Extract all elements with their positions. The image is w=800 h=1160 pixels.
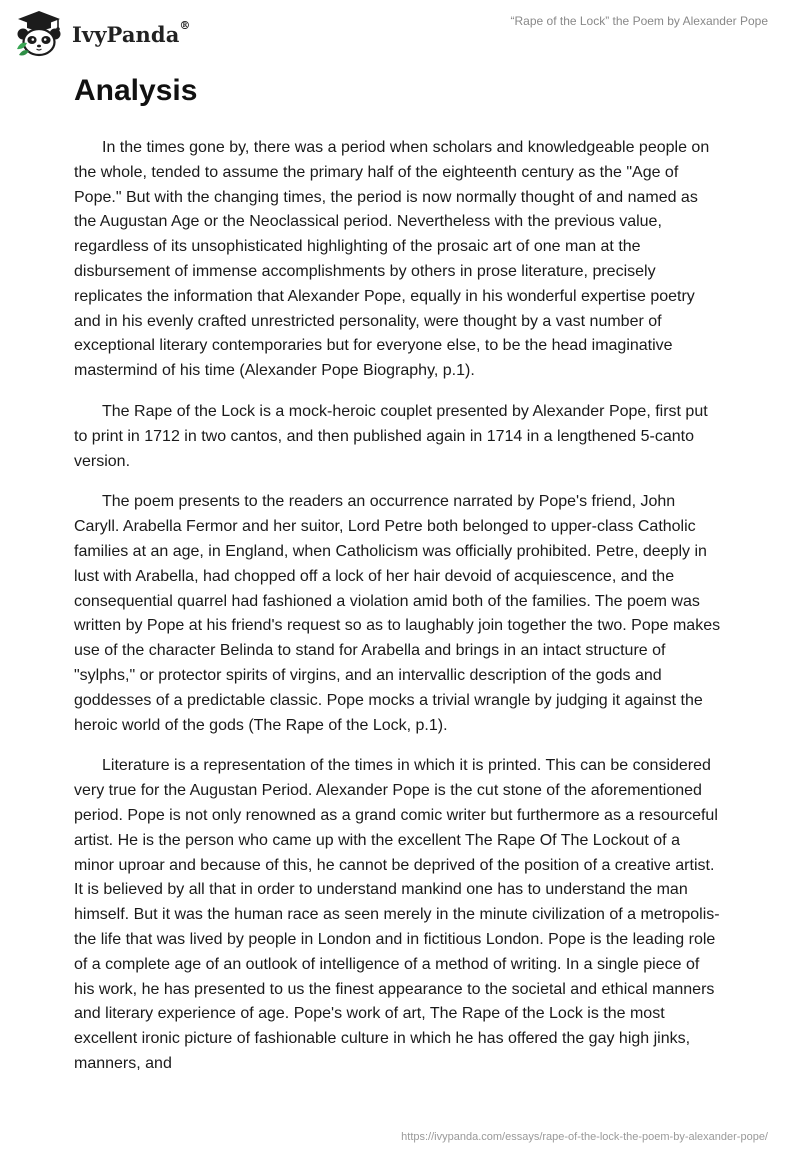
section-heading: Analysis bbox=[74, 74, 198, 107]
paragraph: The poem presents to the readers an occurrence narrated by Pope's friend, John Caryll. Arabella Fermor and her suitor, Lord Petre both belonged to upper-class Catholic families at an age, in England, when Catholicism was officially prohibited. Petre, deeply in lust with Arabella, had chopped off a lock of her hair devoid of acquiescence, and the consequential quarrel had fashioned a violation amid both of the families. The poem was written by Pope at his friend's request so as to laughably join together the two. Pope makes use of the character Belinda to stand for Arabella and brings in an intact structure of "sylphs," or protector spirits of virgins, and an intervallic description of the gods and goddesses of a predictable classic. Pope mocks a trivial wrangle by judging it against the heroic world of the gods (The Rape of the Lock, p.1). bbox=[74, 493, 721, 734]
page-header bbox=[0, 0, 800, 70]
paragraph: In the times gone by, there was a period when scholars and knowledgeable people on the whole, tended to assume the primary half of the eighteenth century as the "Age of Pope." But with the changing times, the period is now normally thought of and named as the Augustan Age or the Neoclassical period. Nevertheless with the previous value, regardless of its unsophisticated highlighting of the prosaic art of one man at the disbursement of immense accomplishments by others in prose literature, precisely replicates the information that Alexander Pope, equally in his wonderful expertise poetry and in his evenly crafted unrestricted personality, were thought by a vast number of exceptional literary contemporaries but for everyone else, to be the head imaginative mastermind of his time (Alexander Pope Biography, p.1). bbox=[74, 139, 710, 380]
ivypanda-logo[interactable] bbox=[14, 9, 191, 57]
paragraph: Literature is a representation of the times in which it is printed. This can be considered very true for the Augustan Period. Alexander Pope is the cut stone of the aforementioned period. Pope is not only renowned as a grand comic writer but furthermore as a resourceful artist. He is the person who came up with the excellent The Rape Of The Lockout of a minor uproar and because of this, he cannot be deprived of the position of a creative artist. It is believed by all that in order to understand mankind one has to understand the man himself. But it was the human race as seen merely in the minute civilization of a metropolis- the life that was lived by people in London and in fictitious London. Pope is the leading role of a complete age of an outlook of intelligence of a method of writing. In a single piece of his work, he has presented to us the finest appearance to the societal and ethical manners and literary experience of age. Pope's work of art, The Rape of the Lock is the most excellent ironic picture of fashionable culture in which he has offered the gay high jinks, manners, and bbox=[74, 757, 720, 1072]
essay-content bbox=[74, 72, 724, 1093]
source-url: https://ivypanda.com/essays/rape-of-the-lock-the-poem-by-alexander-pope/ bbox=[401, 1131, 768, 1143]
brand-name: IvyPanda® bbox=[72, 18, 191, 47]
document-title: “Rape of the Lock” the Poem by Alexander Pope bbox=[510, 14, 768, 28]
panda-graduate-icon bbox=[14, 9, 64, 57]
paragraph: The Rape of the Lock is a mock-heroic couplet presented by Alexander Pope, first put to print in 1712 in two cantos, and then published again in 1714 in a lengthened 5-canto version. bbox=[74, 402, 708, 470]
